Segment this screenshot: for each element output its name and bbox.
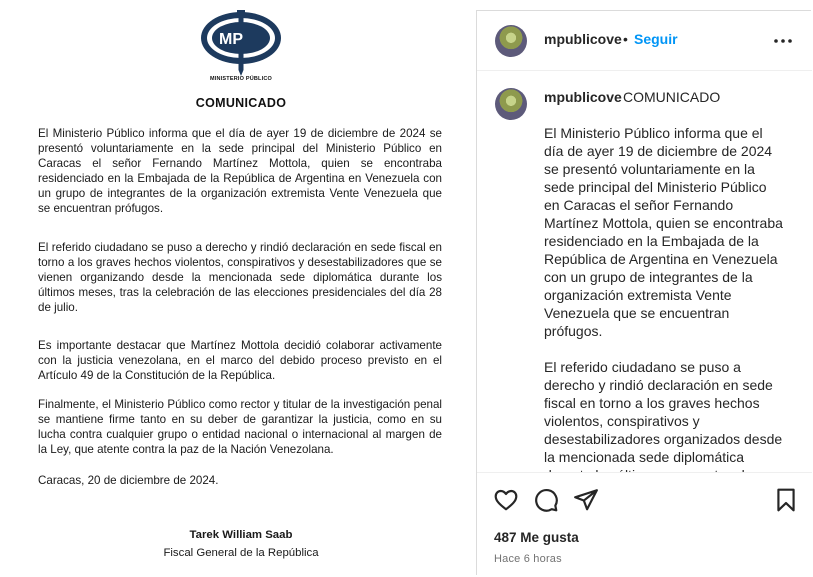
- caption-username-link[interactable]: mpublicove: [544, 89, 622, 105]
- username-link[interactable]: mpublicove: [544, 31, 622, 47]
- caption-head: COMUNICADO: [623, 89, 721, 105]
- bookmark-icon[interactable]: [773, 487, 799, 513]
- caption-body: El Ministerio Público informa que el día de ayer 19 de diciembre de 2024 se presentó voluntariamente en la sede principal del Ministerio Público en Caracas el señor Fernando Martínez Mottola, quien se encontraba residenciado en la Embajada de la República de Argentina en Venezuela con un grupo de integrantes de la organización extremista Vente Venezuela que se encuentran prófugos. El referido ciudadano se puso a derecho y rindió declaración en sede fiscal en torno a los graves hechos violentos, conspirativos y desestabilizadores organizados desde la mencionada sede diplomática: [544, 125, 783, 465]
- document-title: COMUNICADO: [195, 96, 287, 110]
- more-horizontal-icon[interactable]: [773, 31, 793, 51]
- signer-role: Fiscal General de la República: [163, 547, 319, 559]
- post-actions: [477, 472, 812, 576]
- share-icon[interactable]: [573, 487, 599, 513]
- post-side-panel: [476, 10, 811, 575]
- follow-button[interactable]: Seguir: [634, 31, 678, 47]
- signer-name: Tarek William Saab: [189, 529, 293, 541]
- separator-dot: •: [623, 31, 628, 47]
- document-paragraph-4: Finalmente, el Ministerio Público como rector y titular de la investigación penal se mantiene firme tanto en su deber de garantizar la justicia, como en su lucha contra cualquier grupo o entidad nacional o internacional al margen de la Ley, que atente contra la paz de la Nación Venezolana.: [38, 398, 442, 457]
- caption-area[interactable]: [477, 72, 812, 472]
- document-paragraph-1: El Ministerio Público informa que el día de ayer 19 de diciembre de 2024 se presentó voluntariamente en la sede principal del Ministerio Público en Caracas el señor Fernando Martínez Mottola, quien se encontraba residenciado en la Embajada de la República de Argentina en Venezuela con un grupo de integrantes de la organización extremista Vente Venezuela que se encuentran prófugos.: [38, 127, 442, 216]
- document-paragraph-2: El referido ciudadano se puso a derecho y rindió declaración en sede fiscal en torno a los graves hechos violentos, conspirativos y desestabilizadores que se vienen organizando desde la mencionada sede diplomática durante los últimos meses, tras la celebración de las elecciones presidenciales del día 28 de julio.: [38, 241, 442, 315]
- heart-icon[interactable]: [493, 487, 519, 513]
- post-header: [477, 11, 812, 71]
- document-paragraph-3: Es importante destacar que Martínez Mottola decidió colaborar activamente con la justicia venezolana, en el marco del debido proceso previsto en el Artículo 49 de la Constitución de la República.: [38, 339, 442, 383]
- ministerio-publico-logo: [199, 8, 283, 84]
- post-timestamp[interactable]: Hace 6 horas: [494, 553, 562, 565]
- caption-avatar[interactable]: [495, 88, 527, 120]
- svg-text:MP: MP: [219, 31, 243, 48]
- avatar[interactable]: [495, 25, 527, 57]
- likes-count[interactable]: 487 Me gusta: [494, 530, 579, 545]
- comment-icon[interactable]: [533, 487, 559, 513]
- document-place-date: Caracas, 20 de diciembre de 2024.: [38, 474, 219, 487]
- logo-caption: MINISTERIO PÚBLICO: [210, 76, 272, 82]
